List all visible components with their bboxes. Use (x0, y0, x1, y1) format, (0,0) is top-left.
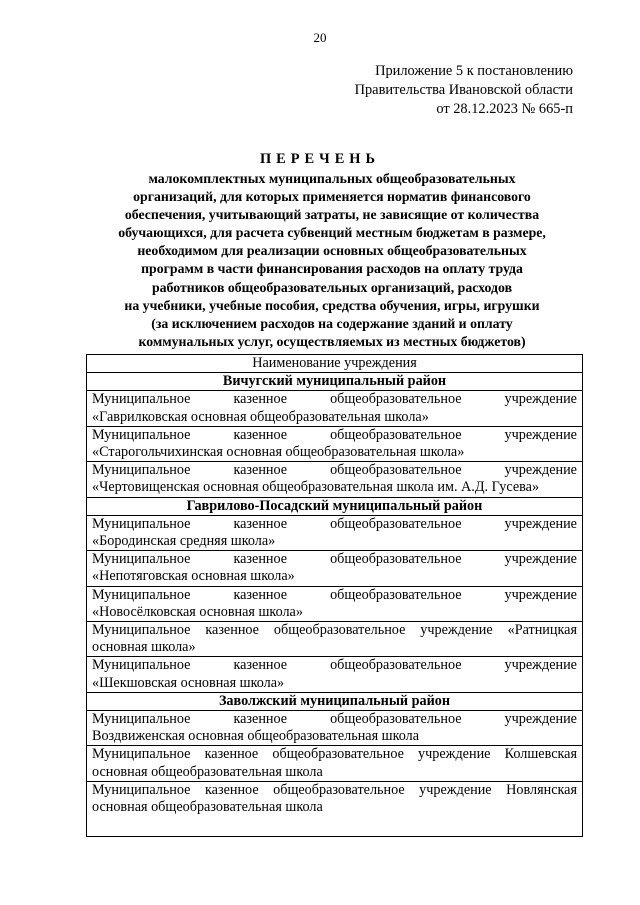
institution-line: основная общеобразовательная школа (92, 763, 323, 780)
word: общеобразовательное (330, 657, 462, 674)
institution-prefix-line (92, 711, 577, 728)
subtitle-line: коммунальных услуг, осуществляемых из местных бюджетов) (138, 333, 526, 349)
table-row (87, 426, 583, 461)
institution-name (87, 462, 583, 497)
institution-school-name: Воздвиженская основная общеобразовательная школа (92, 728, 420, 745)
subtitle-line: малокомплектных муниципальных общеобразовательных (148, 171, 516, 186)
word: учреждение (504, 515, 577, 532)
institution-school-name: «Шекшовская основная школа» (92, 674, 285, 691)
institution-line: основная школа» (92, 639, 196, 656)
table-row (87, 711, 583, 746)
subtitle-line: (за исключением расходов на содержание зданий и оплату (151, 315, 513, 331)
word: казенное (233, 391, 288, 408)
institution-name (87, 657, 583, 692)
table-row (87, 657, 583, 692)
institution-line: Муниципальное казенное общеобразовательное учреждение Новлянская (92, 781, 577, 798)
appendix-line: Приложение 5 к постановлению (375, 63, 573, 79)
subtitle-line: обучающихся, для расчета субвенций местным бюджетам в размере, (118, 225, 546, 241)
table-header-row (87, 355, 583, 373)
word: казенное (233, 657, 288, 674)
institution-prefix-line (92, 427, 577, 444)
column-header: Наименование учреждения (87, 355, 583, 373)
table-row (87, 551, 583, 586)
word: Муниципальное (92, 657, 191, 674)
table-row (87, 622, 583, 657)
appendix-line: Правительства Ивановской области (354, 82, 573, 98)
district-row (87, 692, 583, 710)
word: общеобразовательное (330, 515, 462, 532)
institution-school-name: «Новосёлковская основная школа» (92, 603, 303, 620)
institution-name (87, 426, 583, 461)
word: общеобразовательное (330, 586, 462, 603)
word: учреждение (504, 657, 577, 674)
institution-name (87, 515, 583, 550)
word: Муниципальное (92, 551, 191, 568)
subtitle-line: организаций, для которых применяется норматив финансового (133, 189, 531, 205)
table-row (87, 781, 583, 836)
district-row (87, 373, 583, 391)
table-row (87, 746, 583, 781)
word: казенное (233, 551, 288, 568)
subtitle-line: на учебники, учебные пособия, средства обучения, игры, игрушки (124, 297, 540, 313)
word: Муниципальное (92, 711, 191, 728)
institution-name (87, 586, 583, 621)
institution-school-name: «Старогольчихинская основная общеобразовательная школа» (92, 444, 465, 461)
word: учреждение (504, 551, 577, 568)
institution-name (87, 711, 583, 746)
word: общеобразовательное (330, 711, 462, 728)
subtitle-line: работников общеобразовательных организаций, расходов (151, 279, 513, 295)
institution-prefix-line (92, 516, 577, 533)
word: казенное (233, 426, 288, 443)
district-name: Гаврилово-Посадский муниципальный район (87, 497, 583, 515)
word: казенное (233, 711, 288, 728)
institution-school-name: «Чертовищенская основная общеобразовательная школа им. А.Д. Гусева» (92, 479, 540, 496)
institution-name (87, 551, 583, 586)
district-name: Заволжский муниципальный район (87, 692, 583, 710)
appendix-reference (355, 62, 573, 119)
institution-prefix-line (92, 462, 577, 479)
institution-school-name: «Непотяговская основная школа» (92, 568, 295, 585)
word: казенное (233, 586, 288, 603)
institution-prefix-line (92, 391, 577, 408)
word: учреждение (504, 711, 577, 728)
table-row (87, 515, 583, 550)
institution-line: Муниципальное казенное общеобразовательное учреждение Колшевская (92, 746, 577, 763)
word: Муниципальное (92, 462, 191, 479)
table-row (87, 391, 583, 426)
word: общеобразовательное (330, 551, 462, 568)
table-row (87, 462, 583, 497)
appendix-line: от 28.12.2023 № 665-п (436, 101, 573, 117)
document-subtitle (92, 170, 572, 351)
institution-school-name: «Бородинская средняя школа» (92, 533, 276, 550)
word: Муниципальное (92, 586, 191, 603)
word: учреждение (504, 391, 577, 408)
word: учреждение (504, 462, 577, 479)
institutions-table (86, 354, 583, 837)
institution-name (87, 391, 583, 426)
institution-prefix-line (92, 657, 577, 674)
document-title: ПЕРЕЧЕНЬ (259, 151, 381, 167)
district-row (87, 497, 583, 515)
word: казенное (233, 515, 288, 532)
page-number: 20 (313, 30, 327, 45)
table-row (87, 586, 583, 621)
subtitle-line: обеспечения, учитывающий затраты, не зависящие от количества (124, 207, 540, 223)
institution-prefix-line (92, 551, 577, 568)
word: общеобразовательное (330, 462, 462, 479)
word: общеобразовательное (330, 391, 462, 408)
institution-line: основная общеобразовательная школа (92, 799, 323, 816)
word: общеобразовательное (330, 426, 462, 443)
subtitle-line: программ в части финансирования расходов на оплату труда (141, 261, 523, 277)
institution-school-name: «Гаврилковская основная общеобразовательная школа» (92, 408, 429, 425)
word: Муниципальное (92, 426, 191, 443)
institution-name (87, 622, 583, 657)
district-name: Вичугский муниципальный район (87, 373, 583, 391)
word: казенное (233, 462, 288, 479)
institution-line: Муниципальное казенное общеобразовательное учреждение «Ратницкая (92, 622, 577, 639)
subtitle-line: необходимом для реализации основных общеобразовательных (137, 243, 527, 259)
institution-name (87, 746, 583, 781)
word: Муниципальное (92, 391, 191, 408)
institution-prefix-line (92, 587, 577, 604)
institution-name (87, 781, 583, 836)
word: Муниципальное (92, 515, 191, 532)
word: учреждение (504, 426, 577, 443)
word: учреждение (504, 586, 577, 603)
